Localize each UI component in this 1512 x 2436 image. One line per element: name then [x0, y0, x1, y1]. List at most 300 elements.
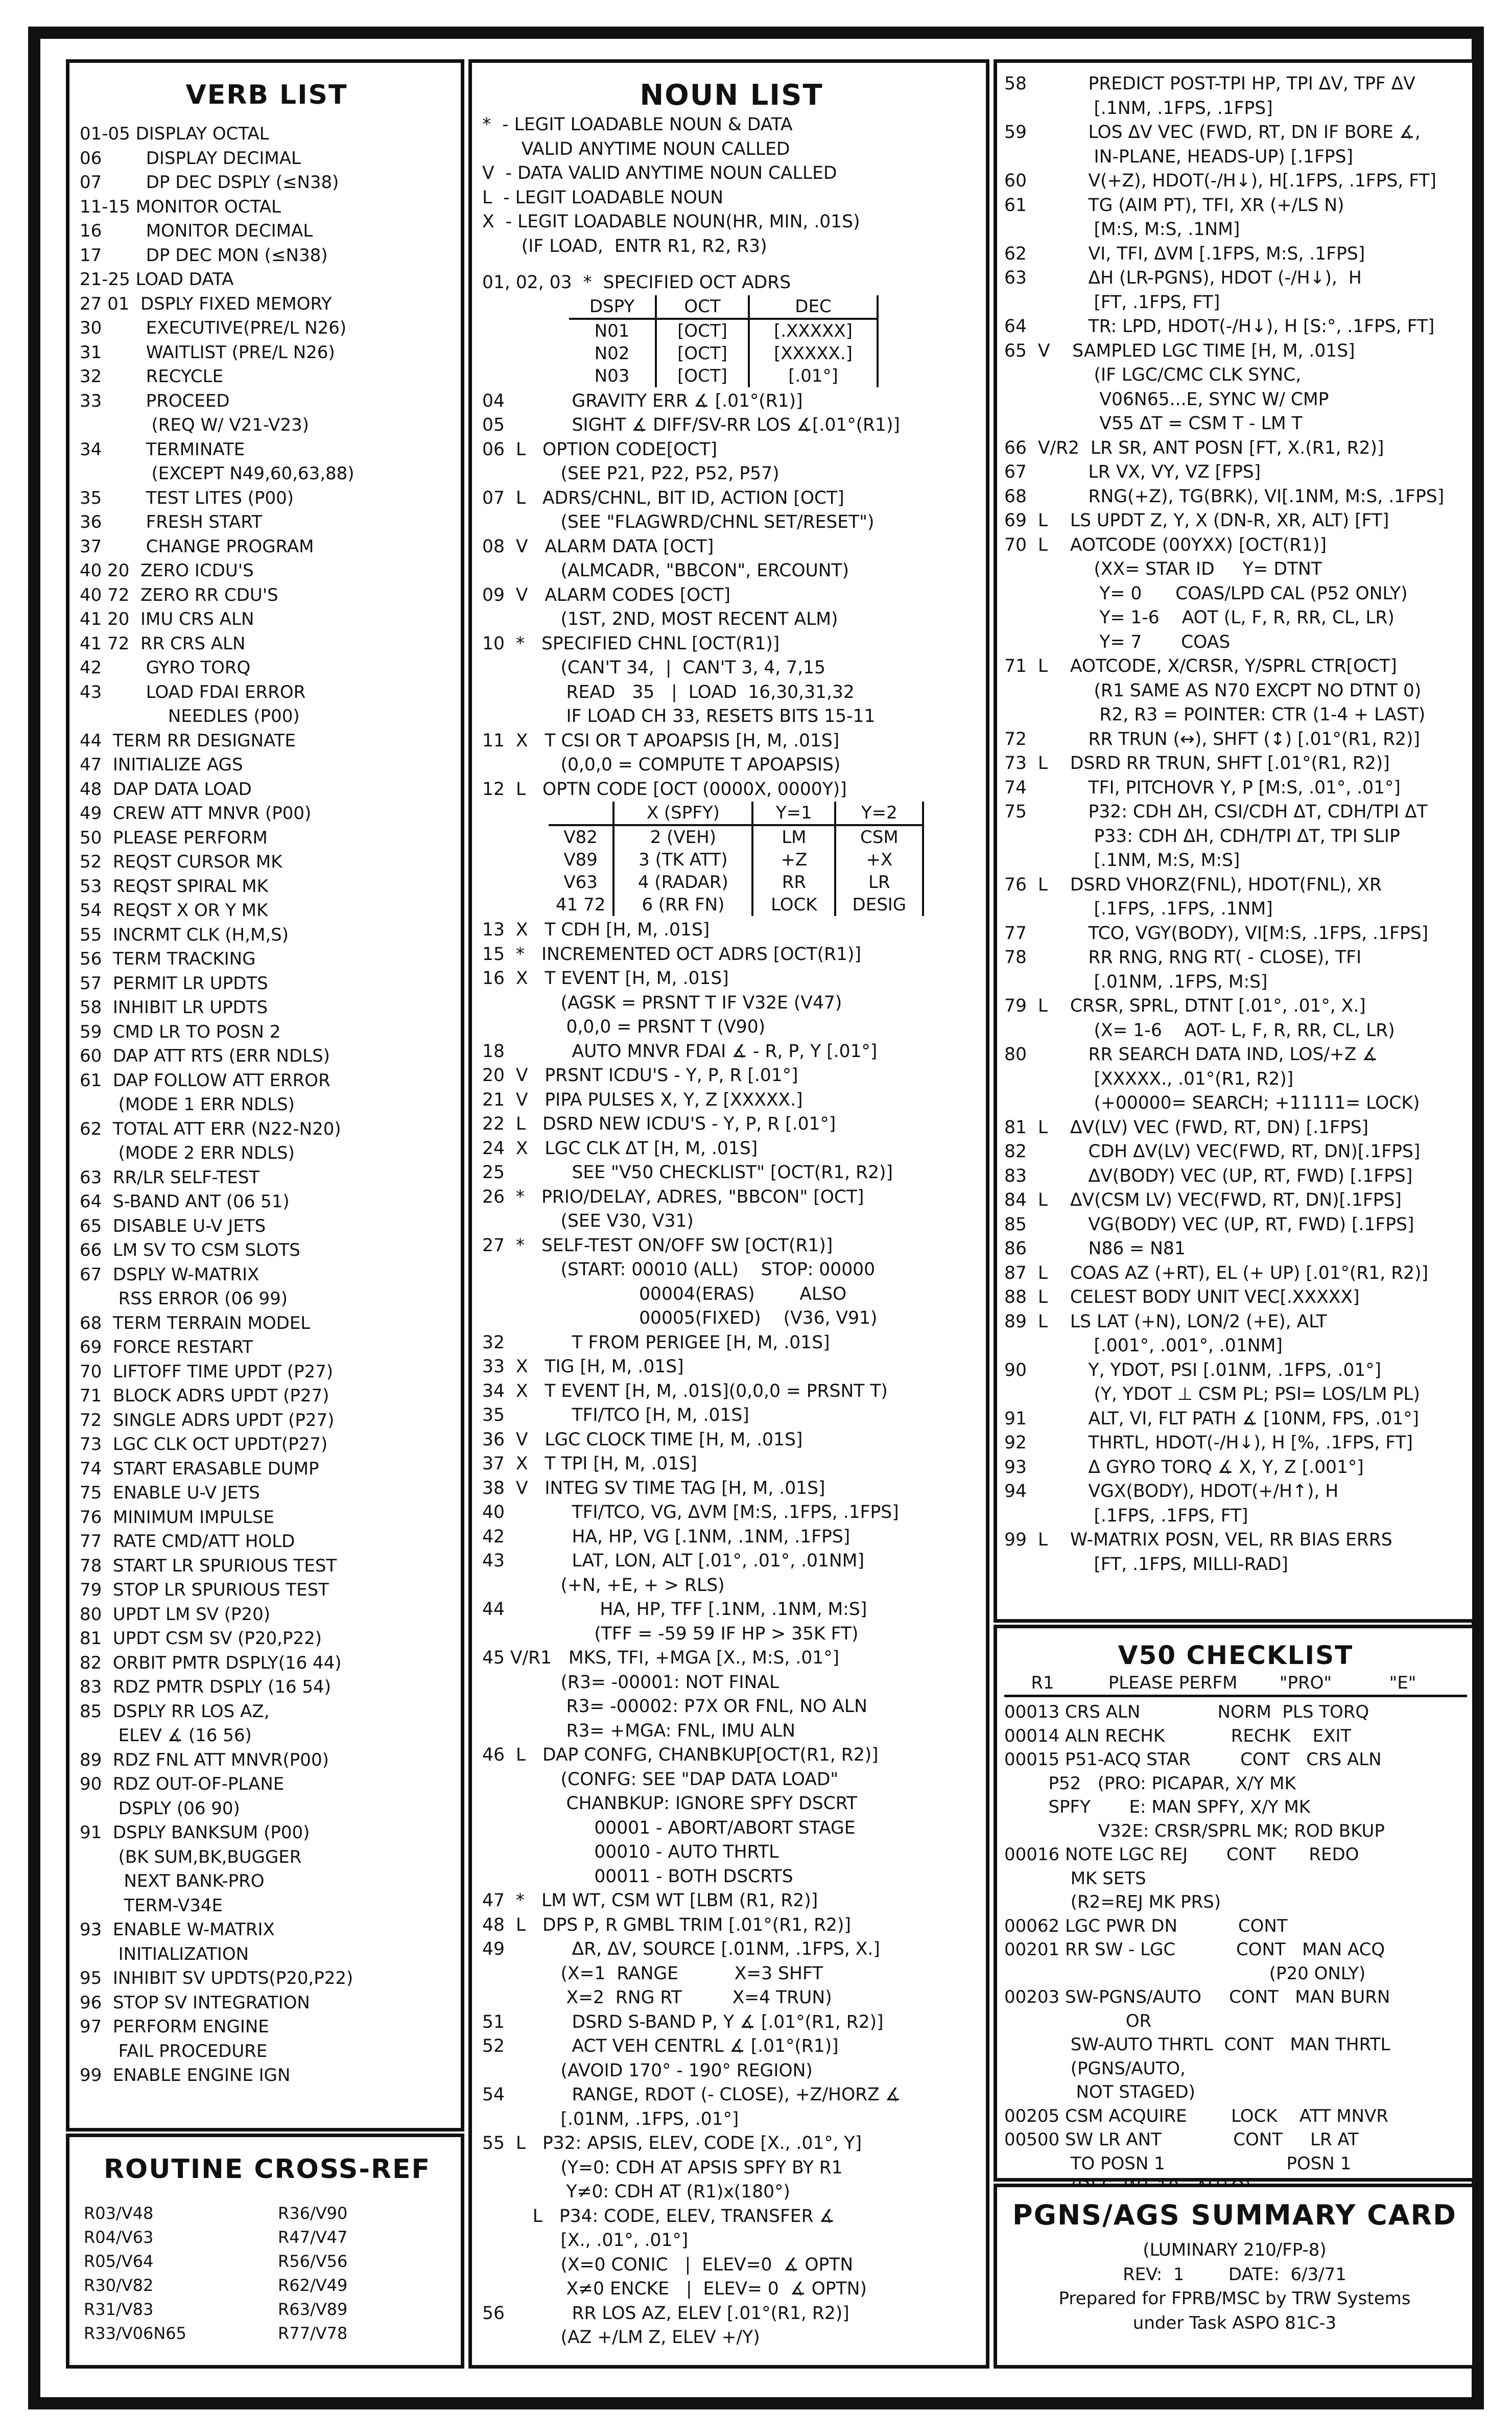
verb-entry: 65 DISABLE U-V JETS — [80, 1215, 266, 1236]
noun-entry: 82 CDH ΔV(LV) VEC(FWD, RT, DN)[.1FPS] — [1004, 1141, 1421, 1162]
noun-entry: (SEE V30, V31) — [482, 1211, 694, 1231]
verb-entry: 91 DSPLY BANKSUM (P00) — [80, 1822, 310, 1843]
verb-entry: 85 DSPLY RR LOS AZ, — [80, 1701, 270, 1722]
noun-entry: (0,0,0 = COMPUTE T APOAPSIS) — [482, 755, 841, 775]
v50-entry: 00014 ALN RECHK RECHK EXIT — [1004, 1725, 1352, 1746]
table-cell: 41 72 — [549, 894, 613, 916]
verb-entry: 59 CMD LR TO POSN 2 — [80, 1021, 281, 1042]
optn-code-table — [549, 802, 924, 916]
table-cell: V63 — [549, 871, 613, 894]
cross-ref-row — [84, 2201, 451, 2226]
noun-entries-a — [482, 271, 981, 295]
noun-entry: 42 HA, HP, VG [.1NM, .1NM, .1FPS] — [482, 1526, 850, 1547]
noun-entry: 60 V(+Z), HDOT(-/H↓), H[.1FPS, .1FPS, FT] — [1004, 171, 1437, 191]
noun-entry: 44 HA, HP, TFF [.1NM, .1NM, M:S] — [482, 1599, 867, 1620]
noun-entry: 13 X T CDH [H, M, .01S] — [482, 920, 710, 940]
verb-entry: 33 PROCEED — [80, 390, 230, 411]
noun-entry: 59 LOS ΔV VEC (FWD, RT, DN IF BORE ∡, — [1004, 122, 1421, 143]
table-cell: V89 — [549, 849, 613, 871]
summary-line: under Task ASPO 81C-3 — [1132, 2312, 1337, 2333]
routine-cross-ref-panel — [66, 2134, 464, 2369]
verb-entry: 41 72 RR CRS ALN — [80, 633, 246, 654]
verb-entry: 49 CREW ATT MNVR (P00) — [80, 803, 312, 824]
verb-entry: 35 TEST LITES (P00) — [80, 487, 294, 508]
verb-entry: 69 FORCE RESTART — [80, 1337, 253, 1357]
verb-entry: 44 TERM RR DESIGNATE — [80, 730, 296, 751]
verb-entry: 83 RDZ PMTR DSPLY (16 54) — [80, 1677, 331, 1697]
noun-entry: 89 L LS LAT (+N), LON/2 (+E), ALT — [1004, 1311, 1327, 1332]
noun-entry: V55 ΔT = CSM T - LM T — [1004, 413, 1303, 434]
noun-entry: 45 V/R1 MKS, TFI, +MGA [X., M:S, .01°] — [482, 1648, 839, 1668]
noun-entry: 08 V ALARM DATA [OCT] — [482, 536, 714, 557]
table-cell: RR — [752, 871, 835, 894]
noun-entry: 99 L W-MATRIX POSN, VEL, RR BIAS ERRS — [1004, 1530, 1392, 1550]
noun-entry: [.1NM, M:S, M:S] — [1004, 850, 1240, 871]
verb-entry: 75 ENABLE U-V JETS — [80, 1483, 260, 1503]
table-header-cell: Y=2 — [835, 802, 923, 825]
noun-entry: 66 V/R2 LR SR, ANT POSN [FT, X.(R1, R2)] — [1004, 437, 1384, 458]
noun-entry: (XX= STAR ID Y= DTNT — [1004, 559, 1322, 579]
noun-entry: 70 L AOTCODE (00YXX) [OCT(R1)] — [1004, 534, 1327, 555]
noun-entry: 20 V PRSNT ICDU'S - Y, P, R [.01°] — [482, 1065, 798, 1086]
cross-ref-cell: R31/V83 — [84, 2300, 154, 2319]
routine-cross-ref-title: ROUTINE CROSS-REF — [103, 2154, 431, 2185]
table-cell: N02 — [569, 342, 656, 365]
noun-entry: READ 35 | LOAD 16,30,31,32 — [482, 682, 855, 702]
v50-entry: 00205 CSM ACQUIRE LOCK ATT MNVR — [1004, 2105, 1388, 2126]
summary-card-info — [1002, 2238, 1467, 2335]
v50-entry: NOT STAGED) — [1004, 2082, 1195, 2102]
noun-entry: 09 V ALARM CODES [OCT] — [482, 584, 730, 605]
verb-entry: 72 SINGLE ADRS UPDT (P27) — [80, 1410, 335, 1431]
v50-entry: V32E: CRSR/SPRL MK; ROD BKUP — [1004, 1820, 1385, 1841]
noun-entry: 18 AUTO MNVR FDAI ∡ - R, P, Y [.01°] — [482, 1041, 878, 1062]
v50-header-cell: R1 — [1031, 1673, 1054, 1693]
summary-line: (LUMINARY 210/FP-8) — [1143, 2240, 1327, 2260]
summary-card-sheet — [28, 27, 1484, 2409]
verb-list-title: VERB LIST — [185, 80, 348, 110]
verb-entry: 73 LGC CLK OCT UPDT(P27) — [80, 1434, 328, 1455]
table-header-cell: DSPY — [569, 295, 656, 319]
noun-entry: (Y, YDOT ⊥ CSM PL; PSI= LOS/LM PL) — [1004, 1384, 1420, 1404]
noun-entry: 00005(FIXED) (V36, V91) — [482, 1308, 878, 1328]
cross-ref-cell: R05/V64 — [84, 2252, 154, 2271]
noun-list-panel — [468, 59, 989, 2369]
verb-entry: 48 DAP DATA LOAD — [80, 779, 252, 800]
v50-checklist-header — [1004, 1671, 1467, 1697]
table-cell: [.01°] — [749, 365, 878, 387]
v50-entry: P52 (PRO: PICAPAR, X/Y MK — [1004, 1773, 1296, 1794]
verb-entry: (MODE 2 ERR NDLS) — [80, 1143, 295, 1163]
table-cell: 6 (RR FN) — [613, 894, 752, 916]
table-row — [569, 365, 878, 387]
noun-entry: 00004(ERAS) ALSO — [482, 1283, 847, 1304]
noun-entry: 74 TFI, PITCHOVR Y, P [M:S, .01°, .01°] — [1004, 777, 1401, 798]
table-header-cell: OCT — [656, 295, 749, 319]
noun-entry: V06N65...E, SYNC W/ CMP — [1004, 389, 1329, 410]
verb-entry: 63 RR/LR SELF-TEST — [80, 1167, 260, 1188]
verb-entry: 58 INHIBIT LR UPDTS — [80, 997, 268, 1018]
verb-entry: 77 RATE CMD/ATT HOLD — [80, 1531, 295, 1552]
noun-entry: 46 L DAP CONFG, CHANBKUP[OCT(R1, R2)] — [482, 1745, 879, 1765]
v50-header-cell: PLEASE PERFM — [1108, 1673, 1238, 1693]
noun-entry: 81 L ΔV(LV) VEC (FWD, RT, DN) [.1FPS] — [1004, 1117, 1369, 1138]
verb-entry: 42 GYRO TORQ — [80, 658, 251, 678]
noun-entry: Y≠0: CDH AT (R1)x(180°) — [482, 2182, 790, 2202]
noun-entry: 65 V SAMPLED LGC TIME [H, M, .01S] — [1004, 340, 1355, 361]
v50-checklist-panel — [994, 1625, 1476, 2182]
v50-header-cell: "E" — [1389, 1673, 1416, 1693]
table-cell: 2 (VEH) — [613, 825, 752, 849]
noun-entry: [XXXXX., .01°(R1, R2)] — [1004, 1068, 1294, 1089]
verb-entry: 93 ENABLE W-MATRIX — [80, 1919, 275, 1940]
noun-entry: 75 P32: CDH ΔH, CSI/CDH ΔT, CDH/TPI ΔT — [1004, 802, 1428, 822]
noun-entry: 90 Y, YDOT, PSI [.01NM, .1FPS, .01°] — [1004, 1360, 1381, 1380]
noun-entry: 07 L ADRS/CHNL, BIT ID, ACTION [OCT] — [482, 487, 844, 508]
verb-entry: 06 DISPLAY DECIMAL — [80, 148, 301, 169]
verb-entry: 01-05 DISPLAY OCTAL — [80, 124, 269, 144]
noun-entry: L P34: CODE, ELEV, TRANSFER ∡ — [482, 2206, 835, 2227]
noun-entry: 68 RNG(+Z), TG(BRK), VI[.1NM, M:S, .1FPS] — [1004, 486, 1445, 507]
table-header-cell: Y=1 — [752, 802, 835, 825]
noun-entry: R3= -00002: P7X OR FNL, NO ALN — [482, 1696, 867, 1717]
noun-entry: 93 Δ GYRO TORQ ∡ X, Y, Z [.001°] — [1004, 1457, 1364, 1478]
noun-entry: (X=1 RANGE X=3 SHFT — [482, 1963, 823, 1984]
noun-list-cont-panel — [994, 59, 1476, 1623]
noun-entry: 04 GRAVITY ERR ∡ [.01°(R1)] — [482, 390, 803, 411]
noun-legend-line: (IF LOAD, ENTR R1, R2, R3) — [482, 236, 767, 256]
noun-entry: Y= 7 COAS — [1004, 631, 1231, 652]
verb-entry: 74 START ERASABLE DUMP — [80, 1458, 319, 1479]
noun-entry: 77 TCO, VGY(BODY), VI[M:S, .1FPS, .1FPS] — [1004, 923, 1429, 944]
noun-entry: (CONFG: SEE "DAP DATA LOAD" — [482, 1769, 839, 1790]
verb-entry: 31 WAITLIST (PRE/L N26) — [80, 342, 335, 363]
noun-entry: 80 RR SEARCH DATA IND, LOS/+Z ∡ — [1004, 1044, 1378, 1065]
verb-entry: 07 DP DEC DSPLY (≤N38) — [80, 172, 339, 193]
table-cell: N03 — [569, 365, 656, 387]
table-cell: DESIG — [835, 894, 923, 916]
cross-ref-row — [84, 2250, 451, 2274]
noun-entry: 22 L DSRD NEW ICDU'S - Y, P, R [.01°] — [482, 1114, 836, 1134]
noun-entry: [.001°, .001°, .01NM] — [1004, 1336, 1283, 1356]
noun-entry: [.01NM, .1FPS, .01°] — [482, 2109, 739, 2129]
cross-ref-cell: R04/V63 — [84, 2228, 154, 2247]
verb-entry: DSPLY (06 90) — [80, 1798, 240, 1819]
v50-entry: 00500 SW LR ANT CONT LR AT — [1004, 2129, 1359, 2150]
noun-entry: R2, R3 = POINTER: CTR (1-4 + LAST) — [1004, 705, 1426, 725]
noun-entry: 35 TFI/TCO [H, M, .01S] — [482, 1405, 749, 1425]
verb-entry: 50 PLEASE PERFORM — [80, 827, 268, 848]
noun-entry: (AVOID 170° - 190° REGION) — [482, 2060, 813, 2081]
noun-entry: [.01NM, .1FPS, M:S] — [1004, 971, 1268, 992]
noun-entry: 38 V INTEG SV TIME TAG [H, M, .01S] — [482, 1478, 825, 1498]
noun-entry: (SEE P21, P22, P52, P57) — [482, 463, 779, 484]
noun-entry: 37 X T TPI [H, M, .01S] — [482, 1454, 697, 1474]
noun-entry: X≠0 ENCKE | ELEV= 0 ∡ OPTN) — [482, 2279, 867, 2299]
verb-entry: (EXCEPT N49,60,63,88) — [80, 463, 355, 484]
verb-entry: 89 RDZ FNL ATT MNVR(P00) — [80, 1749, 329, 1770]
cross-ref-cell: R30/V82 — [84, 2276, 154, 2295]
noun-entry: [FT, .1FPS, MILLI-RAD] — [1004, 1554, 1288, 1575]
noun-entry: 71 L AOTCODE, X/CRSR, Y/SPRL CTR[OCT] — [1004, 656, 1397, 676]
noun-entry: 33 X TIG [H, M, .01S] — [482, 1356, 684, 1377]
v50-entry: (P20 ONLY) — [1004, 1963, 1366, 1984]
noun-entry: 67 LR VX, VY, VZ [FPS] — [1004, 462, 1261, 482]
noun-legend-line: X - LEGIT LOADABLE NOUN(HR, MIN, .01S) — [482, 212, 860, 232]
noun-entry: (SEE "FLAGWRD/CHNL SET/RESET") — [482, 512, 875, 532]
noun-entry: 92 THRTL, HDOT(-/H↓), H [%, .1FPS, FT] — [1004, 1433, 1413, 1453]
verb-entry: 27 01 DSPLY FIXED MEMORY — [80, 293, 332, 314]
noun-entry: 58 PREDICT POST-TPI HP, TPI ΔV, TPF ΔV — [1004, 74, 1415, 94]
noun-entry: P33: CDH ΔH, CDH/TPI ΔT, TPI SLIP — [1004, 826, 1400, 847]
table-header-cell: DEC — [749, 295, 878, 319]
noun-entry: 76 L DSRD VHORZ(FNL), HDOT(FNL), XR — [1004, 874, 1382, 895]
table-header-cell — [549, 802, 613, 825]
noun-entry: 00001 - ABORT/ABORT STAGE — [482, 1817, 856, 1838]
noun-entry: (+N, +E, + > RLS) — [482, 1575, 725, 1596]
verb-entry: 40 20 ZERO ICDU'S — [80, 560, 254, 581]
verb-entry: (MODE 1 ERR NDLS) — [80, 1094, 295, 1115]
noun-entry: 00011 - BOTH DSCRTS — [482, 1866, 793, 1887]
verb-entry: 56 TERM TRACKING — [80, 949, 256, 969]
verb-entry: 54 REQST X OR Y MK — [80, 900, 268, 921]
verb-entry: 99 ENABLE ENGINE IGN — [80, 2065, 291, 2086]
cross-ref-cell: R47/V47 — [278, 2228, 348, 2247]
verb-entry: 41 20 IMU CRS ALN — [80, 609, 254, 629]
table-cell: [OCT] — [656, 319, 749, 342]
table-row — [569, 342, 878, 365]
table-cell: N01 — [569, 319, 656, 342]
verb-entry: 90 RDZ OUT-OF-PLANE — [80, 1774, 285, 1794]
noun-entry: 21 V PIPA PULSES X, Y, Z [XXXXX.] — [482, 1089, 803, 1110]
noun-entry: (AGSK = PRSNT T IF V32E (V47) — [482, 992, 842, 1013]
noun-entry: (CAN'T 34, | CAN'T 3, 4, 7,15 — [482, 658, 825, 678]
noun-entry: 84 L ΔV(CSM LV) VEC(FWD, RT, DN)[.1FPS] — [1004, 1190, 1402, 1210]
cross-ref-row — [84, 2226, 451, 2250]
table-cell: +X — [835, 849, 923, 871]
noun-entry: 94 VGX(BODY), HDOT(+/H↑), H — [1004, 1481, 1339, 1502]
verb-entry: 43 LOAD FDAI ERROR — [80, 682, 306, 702]
table-cell: [.XXXXX] — [749, 319, 878, 342]
noun-entry: 10 * SPECIFIED CHNL [OCT(R1)] — [482, 633, 780, 654]
v50-entry: OR — [1004, 2010, 1152, 2031]
v50-entry: SPFY E: MAN SPFY, X/Y MK — [1004, 1797, 1311, 1817]
noun-entries-b — [482, 389, 981, 802]
noun-entry: 26 * PRIO/DELAY, ADRES, "BBCON" [OCT] — [482, 1186, 864, 1207]
verb-entry: 66 LM SV TO CSM SLOTS — [80, 1240, 300, 1260]
noun-entry: 62 VI, TFI, ΔVM [.1FPS, M:S, .1FPS] — [1004, 243, 1365, 264]
noun-entry: 32 T FROM PERIGEE [H, M, .01S] — [482, 1332, 830, 1353]
noun-entry: 34 X T EVENT [H, M, .01S](0,0,0 = PRSNT T) — [482, 1380, 888, 1401]
noun-entry: 25 SEE "V50 CHECKLIST" [OCT(R1, R2)] — [482, 1162, 893, 1183]
verb-entry: RSS ERROR (06 99) — [80, 1289, 288, 1309]
noun-entry: X=2 RNG RT X=4 TRUN) — [482, 1987, 832, 2008]
noun-legend-line: VALID ANYTIME NOUN CALLED — [482, 138, 790, 159]
verb-entry: 55 INCRMT CLK (H,M,S) — [80, 924, 289, 945]
table-row — [549, 894, 923, 916]
cross-ref-row — [84, 2322, 451, 2346]
table-cell: CSM — [835, 825, 923, 849]
noun-entry: 00010 - AUTO THRTL — [482, 1842, 779, 1862]
verb-entry: 40 72 ZERO RR CDU'S — [80, 584, 278, 605]
verb-entry: 62 TOTAL ATT ERR (N22-N20) — [80, 1118, 341, 1139]
v50-entry: 00203 SW-PGNS/AUTO CONT MAN BURN — [1004, 1987, 1390, 2007]
noun-entry: 63 ΔH (LR-PGNS), HDOT (-/H↓), H — [1004, 268, 1362, 288]
v50-header-cell: "PRO" — [1279, 1673, 1332, 1693]
noun-entry: 0,0,0 = PRSNT T (V90) — [482, 1017, 766, 1037]
noun-entry: 55 L P32: APSIS, ELEV, CODE [X., .01°, Y] — [482, 2133, 862, 2153]
verb-entry: 34 TERMINATE — [80, 439, 245, 460]
verb-entry: 95 INHIBIT SV UPDTS(P20,P22) — [80, 1968, 353, 1988]
noun-entry: 64 TR: LPD, HDOT(-/H↓), H [S:°, .1FPS, FT] — [1004, 316, 1435, 337]
verb-entry: INITIALIZATION — [80, 1943, 249, 1964]
verb-entry: 47 INITIALIZE AGS — [80, 755, 243, 775]
noun-entry: 27 * SELF-TEST ON/OFF SW [OCT(R1)] — [482, 1235, 833, 1256]
verb-entry: 96 STOP SV INTEGRATION — [80, 1992, 310, 2013]
verb-entry: 36 FRESH START — [80, 512, 263, 532]
v50-entry: (R2=REJ MK PRS) — [1004, 1892, 1221, 1912]
noun-entry: 24 X LGC CLK ΔT [H, M, .01S] — [482, 1138, 758, 1159]
noun-entry: 51 DSRD S-BAND P, Y ∡ [.01°(R1, R2)] — [482, 2011, 884, 2032]
verb-entry: 16 MONITOR DECIMAL — [80, 221, 313, 241]
verb-entry: NEXT BANK-PRO — [80, 1871, 265, 1891]
verb-entry: 32 RECYCLE — [80, 366, 224, 387]
noun-entry: [.1FPS, .1FPS, .1NM] — [1004, 899, 1273, 919]
verb-entry: 81 UPDT CSM SV (P20,P22) — [80, 1628, 322, 1649]
noun-entry: R3= +MGA: FNL, IMU ALN — [482, 1720, 795, 1741]
noun-entry: (ALMCADR, "BBCON", ERCOUNT) — [482, 560, 849, 581]
verb-entry: 17 DP DEC MON (≤N38) — [80, 245, 328, 266]
noun-entry: 05 SIGHT ∡ DIFF/SV-RR LOS ∡[.01°(R1)] — [482, 415, 900, 435]
verb-entry: 70 LIFTOFF TIME UPDT (P27) — [80, 1361, 334, 1382]
noun-entry: (IF LGC/CMC CLK SYNC, — [1004, 365, 1302, 385]
noun-entry: (AZ +/LM Z, ELEV +/Y) — [482, 2327, 760, 2348]
noun-entry: 88 L CELEST BODY UNIT VEC[.XXXXX] — [1004, 1287, 1360, 1307]
noun-entry: [M:S, M:S, .1NM] — [1004, 219, 1240, 240]
noun-entry: 61 TG (AIM PT), TFI, XR (+/LS N) — [1004, 195, 1344, 216]
v50-entry: 00015 P51-ACQ STAR CONT CRS ALN — [1004, 1749, 1382, 1770]
verb-entry: 61 DAP FOLLOW ATT ERROR — [80, 1070, 330, 1091]
v50-entry: 00201 RR SW - LGC CONT MAN ACQ — [1004, 1939, 1385, 1960]
noun-entry: Y= 0 COAS/LPD CAL (P52 ONLY) — [1004, 583, 1408, 604]
noun-entry: 72 RR TRUN (↔), SHFT (↕) [.01°(R1, R2)] — [1004, 729, 1420, 749]
noun-entry: 86 N86 = N81 — [1004, 1238, 1186, 1259]
noun-entry: (R1 SAME AS N70 EXCPT NO DTNT 0) — [1004, 680, 1422, 701]
verb-entry: 52 REQST CURSOR MK — [80, 852, 282, 872]
summary-line: REV: 1 DATE: 6/3/71 — [1123, 2264, 1346, 2285]
cross-ref-cell: R77/V78 — [278, 2324, 348, 2343]
verb-entry: (BK SUM,BK,BUGGER — [80, 1846, 302, 1867]
noun-entry: 78 RR RNG, RNG RT( - CLOSE), TFI — [1004, 947, 1362, 968]
v50-entry: (PGNS/AUTO, — [1004, 2058, 1186, 2079]
cross-ref-cell: R33/V06N65 — [84, 2324, 186, 2343]
noun-entry: IF LOAD CH 33, RESETS BITS 15-11 — [482, 706, 876, 727]
v50-entry: 00062 LGC PWR DN CONT — [1004, 1915, 1288, 1936]
cross-ref-cell: R03/V48 — [84, 2204, 154, 2223]
noun-entry: 69 L LS UPDT Z, Y, X (DN-R, XR, ALT) [FT] — [1004, 510, 1389, 531]
cross-ref-cell: R56/V56 — [278, 2252, 348, 2271]
verb-entry: 67 DSPLY W-MATRIX — [80, 1264, 259, 1285]
table-cell: [OCT] — [656, 365, 749, 387]
verb-entry: 64 S-BAND ANT (06 51) — [80, 1191, 290, 1212]
verb-entry: (REQ W/ V21-V23) — [80, 415, 309, 435]
verb-entry: 76 MINIMUM IMPULSE — [80, 1507, 274, 1528]
verb-entry: 97 PERFORM ENGINE — [80, 2017, 269, 2037]
noun-entry: (X=0 CONIC | ELEV=0 ∡ OPTN — [482, 2254, 854, 2275]
summary-card-title: PGNS/AGS SUMMARY CARD — [1012, 2199, 1457, 2231]
cross-ref-cell: R36/V90 — [278, 2204, 348, 2223]
v50-entry: 00016 NOTE LGC REJ CONT REDO — [1004, 1844, 1359, 1865]
table-cell: [XXXXX.] — [749, 342, 878, 365]
verb-entry: 30 EXECUTIVE(PRE/L N26) — [80, 318, 347, 338]
noun-entry: [.1NM, .1FPS, .1FPS] — [1004, 98, 1273, 119]
cross-ref-row — [84, 2298, 451, 2322]
noun-list-title: NOUN LIST — [640, 79, 823, 112]
verb-entry: 57 PERMIT LR UPDTS — [80, 973, 268, 994]
noun-entry: 79 L CRSR, SPRL, DTNT [.01°, .01°, X.] — [1004, 996, 1366, 1016]
table-cell: +Z — [752, 849, 835, 871]
cross-ref-cell: R62/V49 — [278, 2276, 348, 2295]
table-row — [549, 825, 923, 849]
noun-entry: 87 L COAS AZ (+RT), EL (+ UP) [.01°(R1, R2)] — [1004, 1262, 1429, 1283]
noun-entries-c — [482, 918, 981, 2350]
noun-entry: (+00000= SEARCH; +11111= LOCK) — [1004, 1093, 1420, 1113]
noun-legend-line: * - LEGIT LOADABLE NOUN & DATA — [482, 114, 793, 135]
noun-entry: CHANBKUP: IGNORE SPFY DSCRT — [482, 1793, 858, 1814]
table-header-cell: X (SPFY) — [613, 802, 752, 825]
summary-card-panel — [994, 2184, 1476, 2369]
table-cell: LM — [752, 825, 835, 849]
noun-entry: (Y=0: CDH AT APSIS SPFY BY R1 — [482, 2157, 843, 2178]
table-row — [569, 319, 878, 342]
verb-entry: 68 TERM TERRAIN MODEL — [80, 1313, 311, 1333]
noun-entry: [X., .01°, .01°] — [482, 2230, 689, 2251]
table-cell: LOCK — [752, 894, 835, 916]
verb-entry: 71 BLOCK ADRS UPDT (P27) — [80, 1386, 329, 1406]
table-cell: 3 (TK ATT) — [613, 849, 752, 871]
verb-entry: NEEDLES (P00) — [80, 706, 300, 727]
noun-entry: 43 LAT, LON, ALT [.01°, .01°, .01NM] — [482, 1551, 864, 1571]
verb-list-entries — [80, 122, 454, 2088]
noun-entry: 16 X T EVENT [H, M, .01S] — [482, 968, 729, 989]
noun-entries-cont — [1004, 72, 1468, 1577]
noun-entry: 15 * INCREMENTED OCT ADRS [OCT(R1)] — [482, 944, 861, 965]
table-cell: LR — [835, 871, 923, 894]
verb-entry: 80 UPDT LM SV (P20) — [80, 1604, 271, 1625]
verb-entry: FAIL PROCEDURE — [80, 2041, 268, 2062]
verb-entry: 37 CHANGE PROGRAM — [80, 536, 314, 557]
noun-entry: (1ST, 2ND, MOST RECENT ALM) — [482, 609, 838, 629]
noun-entry: 85 VG(BODY) VEC (UP, RT, FWD) [.1FPS] — [1004, 1214, 1414, 1235]
noun-entry: 52 ACT VEH CENTRL ∡ [.01°(R1)] — [482, 2036, 839, 2056]
v50-entry: MK SETS — [1004, 1868, 1146, 1889]
routine-cross-ref-table — [84, 2201, 451, 2346]
noun-entry: [.1FPS, .1FPS, FT] — [1004, 1505, 1248, 1526]
table-cell: V82 — [549, 825, 613, 849]
verb-entry: 21-25 LOAD DATA — [80, 269, 234, 290]
noun-entry: 49 ΔR, ΔV, SOURCE [.01NM, .1FPS, X.] — [482, 1939, 880, 1959]
v50-entry: SW-AUTO THRTL CONT MAN THRTL — [1004, 2034, 1390, 2055]
verb-entry: 78 START LR SPURIOUS TEST — [80, 1555, 337, 1576]
noun-legend — [482, 113, 981, 259]
noun-entry: (X= 1-6 AOT- L, F, R, RR, CL, LR) — [1004, 1020, 1395, 1041]
verb-entry: 11-15 MONITOR OCTAL — [80, 196, 281, 217]
verb-entry: TERM-V34E — [80, 1895, 223, 1916]
noun-legend-line: V - DATA VALID ANYTIME NOUN CALLED — [482, 163, 837, 183]
noun-entry: 40 TFI/TCO, VG, ΔVM [M:S, .1FPS, .1FPS] — [482, 1502, 899, 1523]
noun-entry: 06 L OPTION CODE[OCT] — [482, 439, 717, 460]
noun-entry: 48 L DPS P, R GMBL TRIM [.01°(R1, R2)] — [482, 1914, 851, 1935]
